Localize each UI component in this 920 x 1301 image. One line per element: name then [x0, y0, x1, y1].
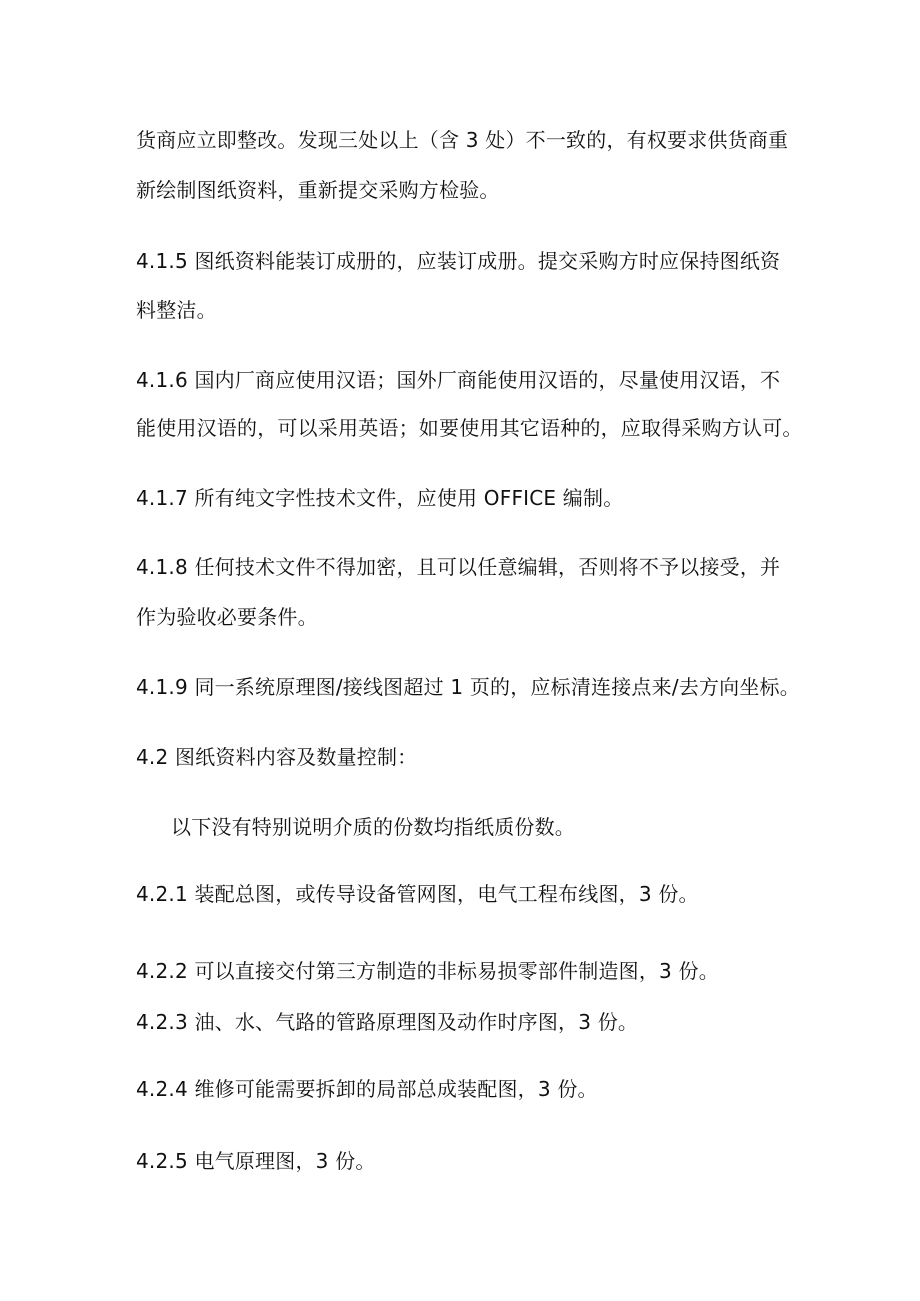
text-line-1: 货商应立即整改。发现三处以上（含 3 处）不一致的，有权要求供货商重: [136, 128, 789, 152]
clause-4-2-3: 4.2.3 油、水、气路的管路原理图及动作时序图，3 份。: [136, 1010, 639, 1034]
clause-4-1-5: 4.1.5 图纸资料能装订成册的，应装订成册。提交采购方时应保持图纸资: [136, 249, 781, 273]
clause-4-1-8-cont: 作为验收必要条件。: [136, 605, 318, 629]
clause-4-2-2: 4.2.2 可以直接交付第三方制造的非标易损零部件制造图，3 份。: [136, 959, 719, 983]
clause-4-1-8: 4.1.8 任何技术文件不得加密，且可以任意编辑，否则将不予以接受，并: [136, 555, 781, 579]
clause-4-2-1: 4.2.1 装配总图，或传导设备管网图，电气工程布线图，3 份。: [136, 882, 699, 906]
clause-4-1-7: 4.1.7 所有纯文字性技术文件，应使用 OFFICE 编制。: [136, 486, 624, 510]
clause-4-1-5-cont: 料整洁。: [136, 298, 217, 322]
text-line-2: 新绘制图纸资料，重新提交采购方检验。: [136, 178, 500, 202]
clause-4-2-4: 4.2.4 维修可能需要拆卸的局部总成装配图，3 份。: [136, 1077, 598, 1101]
clause-4-1-6: 4.1.6 国内厂商应使用汉语；国外厂商能使用汉语的，尽量使用汉语，不: [136, 368, 781, 392]
section-4-2-note: 以下没有特别说明介质的份数均指纸质份数。: [171, 815, 575, 839]
clause-4-2-5: 4.2.5 电气原理图，3 份。: [136, 1149, 376, 1173]
clause-4-1-9: 4.1.9 同一系统原理图/接线图超过 1 页的，应标清连接点来/去方向坐标。: [136, 675, 800, 699]
section-4-2-heading: 4.2 图纸资料内容及数量控制：: [136, 745, 418, 769]
clause-4-1-6-cont: 能使用汉语的，可以采用英语；如要使用其它语种的，应取得采购方认可。: [136, 416, 803, 440]
